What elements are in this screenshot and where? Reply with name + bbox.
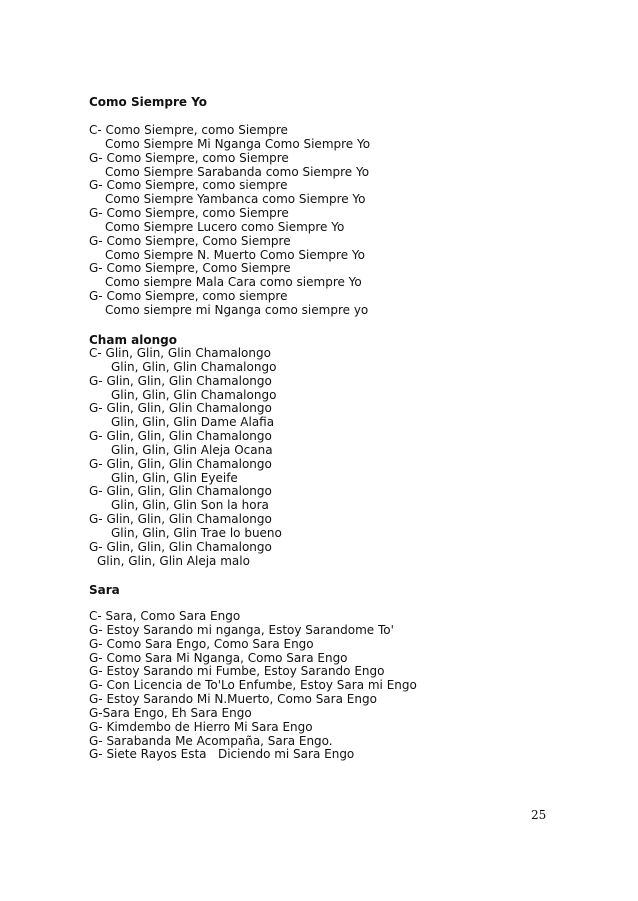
lyric-line: G- Glin, Glin, Glin Chamalongo bbox=[89, 512, 272, 527]
lyric-line: Como Siempre Yambanca como Siempre Yo bbox=[105, 192, 366, 207]
song-sara bbox=[89, 583, 609, 762]
page-number: 25 bbox=[531, 808, 547, 822]
lyric-line: G- Glin, Glin, Glin Chamalongo bbox=[89, 429, 272, 444]
song-lyrics bbox=[89, 347, 609, 569]
song-como-siempre-yo bbox=[89, 95, 609, 318]
lyric-line: C- Glin, Glin, Glin Chamalongo bbox=[89, 346, 271, 360]
lyric-line: Como Siempre Lucero como Siempre Yo bbox=[105, 219, 345, 234]
lyric-line: Como siempre mi Nganga como siempre yo bbox=[105, 302, 369, 317]
lyric-line: C- Como Siempre, como Siempre bbox=[89, 123, 288, 137]
lyric-line: Glin, Glin, Glin Chamalongo bbox=[111, 387, 277, 402]
lyric-line: G- Como Siempre, como Siempre bbox=[89, 206, 289, 221]
song-chamalongo bbox=[89, 333, 609, 569]
lyric-line: G- Como Siempre, Como Siempre bbox=[89, 233, 291, 248]
song-lyrics bbox=[89, 610, 609, 762]
lyric-line: G- Glin, Glin, Glin Chamalongo bbox=[89, 401, 272, 416]
lyric-line: G- Siete Rayos Esta Diciendo mi Sara Engo bbox=[89, 747, 355, 762]
lyric-line: G- Como Sara Mi Nganga, Como Sara Engo bbox=[89, 650, 348, 665]
lyric-line: G- Estoy Sarando mi nganga, Estoy Sarandome To' bbox=[89, 622, 394, 637]
lyric-line: G- Glin, Glin, Glin Chamalongo bbox=[89, 484, 272, 499]
lyric-line: C- Sara, Como Sara Engo bbox=[89, 609, 241, 623]
lyric-line: Glin, Glin, Glin Aleja Ocana bbox=[111, 442, 273, 457]
lyric-line: G- Como Siempre, como Siempre bbox=[89, 150, 289, 165]
lyric-line: G- Estoy Sarando Mi N.Muerto, Como Sara Engo bbox=[89, 692, 377, 707]
lyric-line: Glin, Glin, Glin Dame Alafia bbox=[111, 415, 275, 430]
song-title: Como Siempre Yo bbox=[89, 95, 208, 109]
lyric-line: G- Kimdembo de Hierro Mi Sara Engo bbox=[89, 719, 313, 734]
lyric-line: G- Glin, Glin, Glin Chamalongo bbox=[89, 456, 272, 471]
lyric-line: Glin, Glin, Glin Aleja malo bbox=[97, 553, 250, 568]
song-title: Sara bbox=[89, 583, 120, 597]
lyric-line: Como siempre Mala Cara como siempre Yo bbox=[105, 275, 362, 290]
lyric-line: G- Sarabanda Me Acompaña, Sara Engo. bbox=[89, 733, 333, 748]
lyric-line: G- Como Siempre, Como Siempre bbox=[89, 261, 291, 276]
lyric-line: Glin, Glin, Glin Chamalongo bbox=[111, 359, 277, 374]
lyric-line: Como Siempre Mi Nganga Como Siempre Yo bbox=[105, 136, 371, 151]
lyric-line: G- Como Siempre, como siempre bbox=[89, 289, 288, 304]
lyric-line: G- Estoy Sarando mi Fumbe, Estoy Sarando Engo bbox=[89, 664, 385, 679]
lyric-line: G- Como Siempre, como siempre bbox=[89, 178, 288, 193]
lyric-line: Como Siempre Sarabanda como Siempre Yo bbox=[105, 164, 370, 179]
song-lyrics bbox=[89, 124, 609, 318]
lyric-line: G- Como Sara Engo, Como Sara Engo bbox=[89, 636, 314, 651]
lyric-line: Glin, Glin, Glin Eyeife bbox=[111, 470, 238, 485]
lyric-line: G- Glin, Glin, Glin Chamalongo bbox=[89, 373, 272, 388]
song-title: Cham alongo bbox=[89, 333, 177, 347]
lyric-line: G-Sara Engo, Eh Sara Engo bbox=[89, 705, 252, 720]
lyric-line: G- Con Licencia de To'Lo Enfumbe, Estoy Sara mi Engo bbox=[89, 678, 417, 693]
lyric-line: Glin, Glin, Glin Son la hora bbox=[111, 498, 269, 513]
lyric-line: Glin, Glin, Glin Trae lo bueno bbox=[111, 525, 282, 540]
lyric-line: G- Glin, Glin, Glin Chamalongo bbox=[89, 539, 272, 554]
lyric-line: Como Siempre N. Muerto Como Siempre Yo bbox=[105, 247, 365, 262]
